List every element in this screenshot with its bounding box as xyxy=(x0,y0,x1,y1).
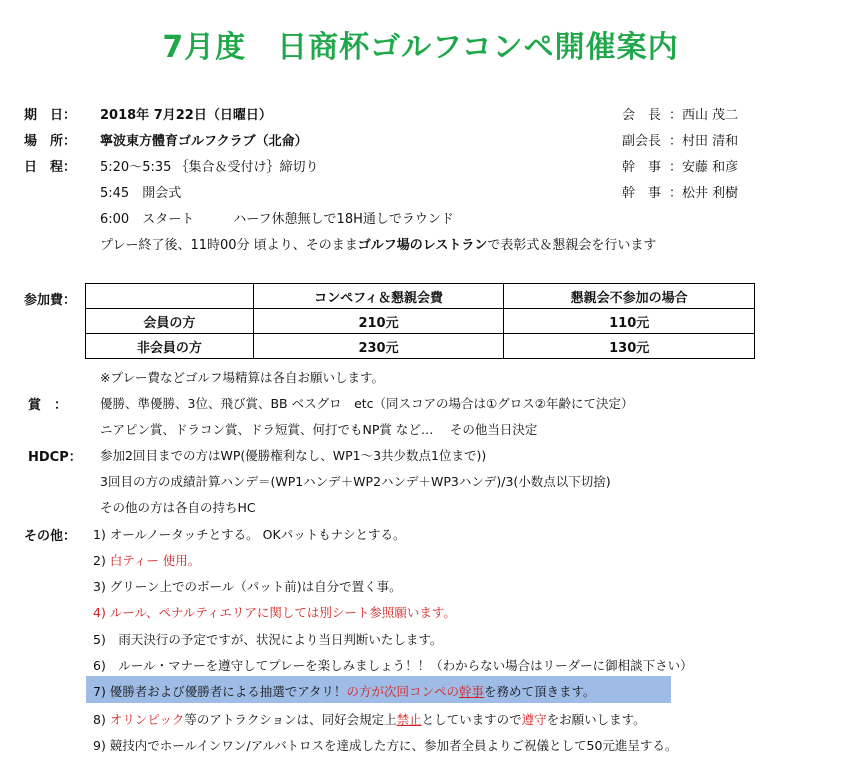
schedule-line-3: 6:00 スタート ハーフ休憩無しで18H通しでラウンド xyxy=(100,212,454,227)
fee-cell: 210元 xyxy=(253,309,504,334)
rule-5: 5) 雨天決行の予定ですが、状況により当日判断いたします。 xyxy=(93,632,443,647)
rule-8-post: をお願いします。 xyxy=(546,712,646,727)
rule-4: 4) ルール、ペナルティエリアに関しては別シート参照願います。 xyxy=(93,605,456,620)
rule-7-kanji: 幹事 xyxy=(458,684,484,699)
rule-7-red: の方が次回コンペの xyxy=(346,684,459,699)
fee-row-label: 非会員の方 xyxy=(86,334,254,359)
schedule-label: 日 程： xyxy=(24,160,77,175)
rule-2 xyxy=(93,551,200,569)
fee-table xyxy=(85,283,755,359)
hdcp-line-3: その他の方は各自の持ちHC xyxy=(100,500,256,515)
rule-6: 6) ルール・マナーを遵守してプレーを楽しみましょう！！（わからない場合はリーダーに御相談下さい） xyxy=(93,658,693,673)
date-label: 期 日： xyxy=(24,108,77,123)
rule-1: 1) オールノータッチとする。 OKパットもナシとする。 xyxy=(93,527,406,542)
officer-1 xyxy=(622,104,738,123)
rule-8 xyxy=(93,710,646,728)
officer-name: ：安藤 和彦 xyxy=(669,160,739,175)
officer-name: ：村田 清和 xyxy=(669,134,739,149)
fee-cell: 230元 xyxy=(253,334,504,359)
officer-3 xyxy=(622,156,738,175)
rule-7-pre: 7) 優勝者および優勝者による抽選でアタリ！ xyxy=(93,684,347,699)
prize-label: 賞 ： xyxy=(28,398,68,413)
fee-header-blank xyxy=(86,284,254,309)
officer-role: 副会長 xyxy=(622,134,662,149)
rule-8-mid-2: としていますので xyxy=(421,712,522,727)
fee-header-compe: コンペフィ＆懇親会費 xyxy=(253,284,504,309)
fee-cell: 110元 xyxy=(504,309,755,334)
date-value: 2018年 7月22日（日曜日） xyxy=(100,108,272,123)
rule-num: 2) xyxy=(93,553,110,568)
hdcp-line-2: 3回目の方の成績計算ハンデ＝(WP1ハンデ＋WP2ハンデ＋WP3ハンデ)/3(小数点以下切捨) xyxy=(100,474,611,489)
rule-7-post: を務めて頂きます。 xyxy=(483,684,596,699)
rule-8-comply: 遵守 xyxy=(521,712,547,727)
schedule-line-1: 5:20～5:35 ｛集合＆受付け｝締切り xyxy=(100,160,319,175)
fee-row-label: 会員の方 xyxy=(86,309,254,334)
rule-3: 3) グリーン上でのボール（パット前)は自分で置く事。 xyxy=(93,579,402,594)
party-post: で表彰式＆懇親会を行います xyxy=(487,238,657,253)
fee-note: ※プレー費などゴルフ場精算は各自お願いします。 xyxy=(100,370,384,385)
party-pre: プレー終了後、11時00分 頃より、そのまま xyxy=(100,238,358,253)
fee-header-no-party: 懇親会不参加の場合 xyxy=(504,284,755,309)
fee-label: 参加費： xyxy=(24,293,77,308)
rule-8-prohibited: 禁止 xyxy=(396,712,422,727)
officer-2 xyxy=(622,130,738,149)
officer-role: 幹 事 xyxy=(622,186,662,201)
page-title: 7月度 日商杯ゴルフコンペ開催案内 xyxy=(162,30,679,65)
rule-8-olympic: オリンピック xyxy=(109,712,185,727)
table-row xyxy=(86,284,755,309)
prize-line-2: ニアピン賞、ドラコン賞、ドラ短賞、何打でもNP賞 など… その他当日決定 xyxy=(100,422,538,437)
rule-7 xyxy=(93,682,595,700)
place-value: 寧波東方體育ゴルフクラブ（北侖） xyxy=(100,134,308,149)
party-venue: ゴルフ場のレストラン xyxy=(357,238,488,253)
officer-name: ：西山 茂二 xyxy=(669,108,739,123)
table-row xyxy=(86,334,755,359)
place-label: 場 所： xyxy=(24,134,77,149)
officer-role: 会 長 xyxy=(622,108,662,123)
rule-num: 8) xyxy=(93,712,110,727)
officer-role: 幹 事 xyxy=(622,160,662,175)
table-row xyxy=(86,309,755,334)
rule-8-mid-1: 等のアトラクションは、同好会規定上 xyxy=(184,712,397,727)
party-line xyxy=(100,234,656,253)
rule-2-text: 白ティー 使用。 xyxy=(109,553,201,568)
officer-4 xyxy=(622,182,738,201)
hdcp-line-1: 参加2回目までの方はWP(優勝権利なし、WP1～3共少数点1位まで)) xyxy=(100,448,487,463)
hdcp-label: HDCP： xyxy=(28,450,82,465)
schedule-line-2: 5:45 開会式 xyxy=(100,186,182,201)
fee-cell: 130元 xyxy=(504,334,755,359)
officer-name: ：松井 利樹 xyxy=(669,186,739,201)
other-label: その他： xyxy=(24,529,77,544)
prize-line-1: 優勝、準優勝、3位、飛び賞、BB ベスグロ etc（同スコアの場合は①グロス②年齢にて決定） xyxy=(100,396,634,411)
rule-9: 9) 競技内でホールインワン/アルバトロスを達成した方に、参加者全員よりご祝儀として50元進呈する。 xyxy=(93,738,678,753)
